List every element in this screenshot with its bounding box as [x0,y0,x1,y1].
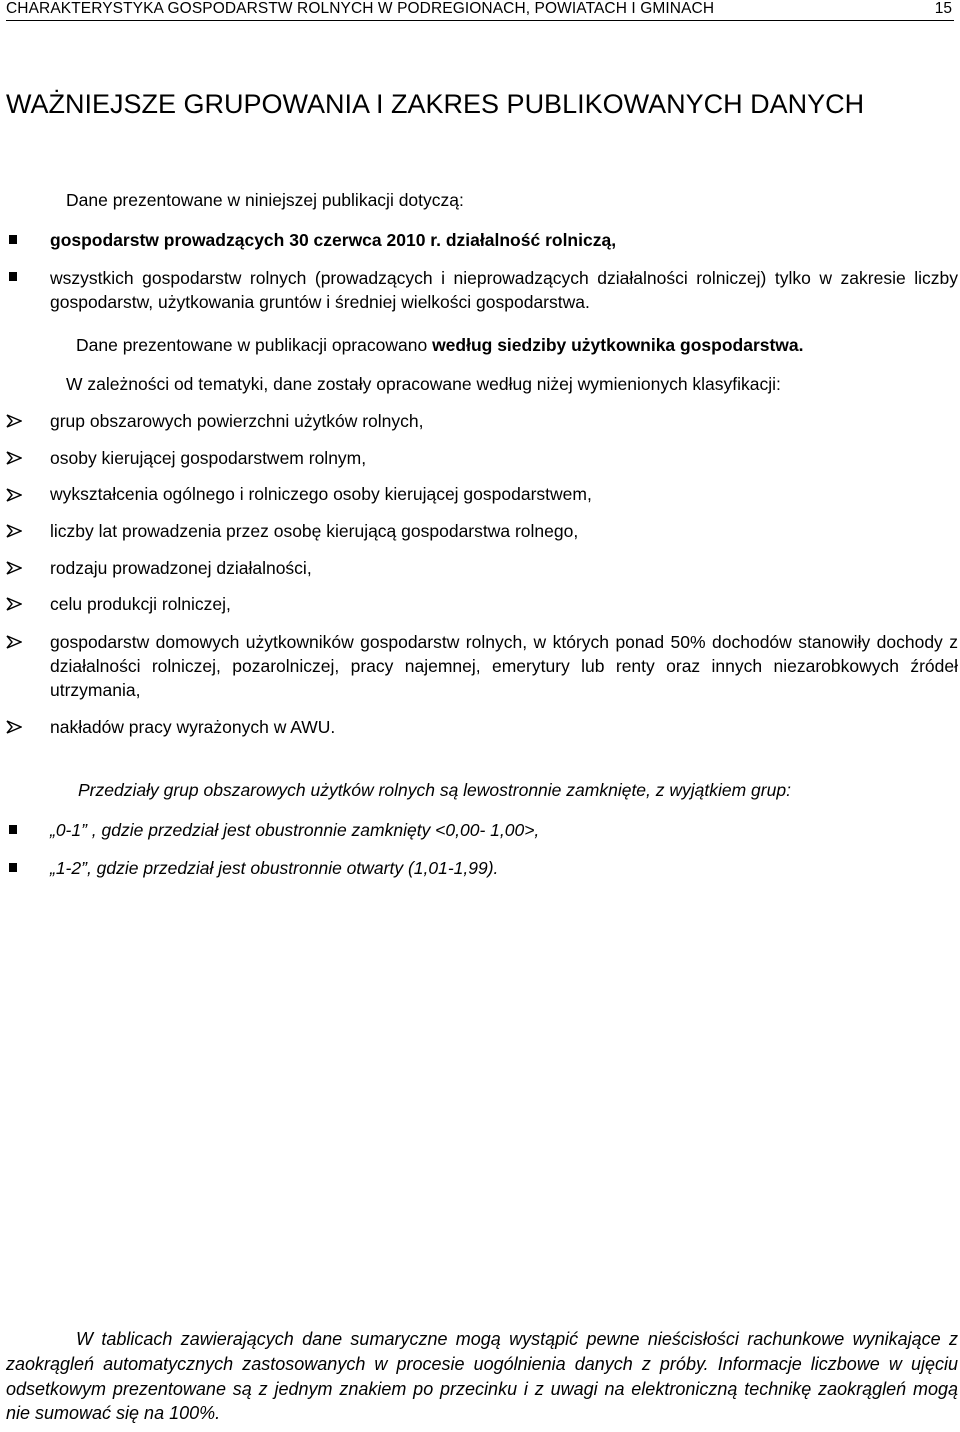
square-bullet-icon [9,863,17,872]
square-bullet-icon [9,272,17,281]
classification-intro: W zależności od tematyki, dane zostały opracowane według niżej wymienionych klasyfikacji: [66,374,781,394]
arrow-bullet-icon [6,524,22,538]
classification-item: rodzaju prowadzonej działalności, [50,558,312,578]
intervals-intro: Przedziały grup obszarowych użytków rolnych są lewostronnie zamknięte, z wyjątkiem grup: [78,780,791,800]
scope-bullet-1: gospodarstw prowadzących 30 czerwca 2010 r. działalność rolniczą, [50,230,617,250]
page-number: 15 [934,0,952,17]
arrow-bullet-icon [6,488,22,502]
square-bullet-icon [9,235,17,244]
section-title: WAŻNIEJSZE GRUPOWANIA I ZAKRES PUBLIKOWANYCH DANYCH [6,89,865,120]
classification-item: nakładów pracy wyrażonych w AWU. [50,717,336,737]
arrow-bullet-icon [6,597,22,611]
classification-item: wykształcenia ogólnego i rolniczego osoby kierującej gospodarstwem, [50,484,592,504]
arrow-bullet-icon [6,561,22,575]
rounding-note: W tablicach zawierających dane sumaryczne mogą wystąpić pewne nieścisłości rachunkowe wynikające z zaokrągleń automatycznych zastosowanych w procesie uogólnienia danych z próby. Informacje liczbowe w ujęciu odsetkowym prezentowane są z jednym znakiem po przecinku i z uwagi na elektroniczną technikę zaokrągleń mogą nie sumować się na 100%. [6,1329,958,1424]
classification-item: grup obszarowych powierzchni użytków rolnych, [50,411,424,431]
running-header [6,0,954,21]
arrow-bullet-icon [6,635,22,649]
classification-item: celu produkcji rolniczej, [50,594,231,614]
scope-bullet-2: wszystkich gospodarstw rolnych (prowadzących i nieprowadzących działalności rolniczej) tylko w zakresie liczby gospodarstw, użytkowania gruntów i średniej wielkości gospodarstwa. [50,268,958,312]
classification-item: gospodarstw domowych użytkowników gospodarstw rolnych, w których ponad 50% dochodów stanowiły dochody z działalności rolniczej, pozarolniczej, pracy najemnej, emerytury lub renty oraz innych niezarobkowych źródeł utrzymania, [50,632,958,700]
arrow-bullet-icon [6,414,22,428]
classification-item: osoby kierującej gospodarstwem rolnym, [50,448,367,468]
seat-note-text: Dane prezentowane w publikacji opracowano [76,335,433,355]
intro-text: Dane prezentowane w niniejszej publikacji dotyczą: [66,190,464,210]
seat-note [76,333,804,357]
classification-item: liczby lat prowadzenia przez osobę kierującą gospodarstwa rolnego, [50,521,579,541]
square-bullet-icon [9,825,17,834]
interval-item: „0-1” , gdzie przedział jest obustronnie zamknięty <0,00- 1,00>, [50,820,540,840]
running-header-title: CHARAKTERYSTYKA GOSPODARSTW ROLNYCH W PODREGIONACH, POWIATACH I GMINACH [6,0,715,17]
seat-note-bold: według siedziby użytkownika gospodarstwa. [432,335,804,355]
arrow-bullet-icon [6,720,22,734]
interval-item: „1-2”, gdzie przedział jest obustronnie otwarty (1,01-1,99). [50,858,499,878]
arrow-bullet-icon [6,451,22,465]
